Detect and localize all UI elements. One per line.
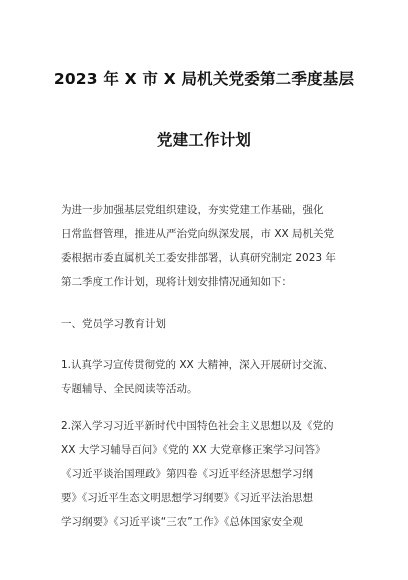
list-item-line: 专题辅导、全民阅读等活动。 — [61, 383, 198, 395]
list-item — [61, 414, 361, 534]
intro-line: 日常监督管理，推进从严治党向纵深发展，市 XX 局机关党 — [61, 228, 335, 240]
list-item-line: 要》《习近平生态文明思想学习纲要》《习近平法治思想 — [61, 492, 313, 504]
list-item-line: 1.认真学习宣传贯彻党的 XX 大精神，深入开展研讨交流、 — [61, 359, 334, 371]
section-heading — [61, 312, 361, 336]
list-item-line: 《习近平谈治国理政》第四卷《习近平经济思想学习纲 — [61, 468, 313, 480]
intro-line: 为进一步加强基层党组织建设，夯实党建工作基础，强化 — [61, 204, 324, 216]
document-title-line-2: 党建工作计划 — [156, 131, 252, 149]
list-item-line: XX 大学习辅导百问》《党的 XX 大党章修正案学习问答》 — [61, 444, 326, 456]
intro-line: 第二季度工作计划，现将计划安排情况通知如下： — [61, 276, 292, 288]
intro-line: 委根据市委直属机关工委安排部署，认真研究制定 2023 年 — [61, 252, 336, 264]
document-title-line-1: 2023 年 X 市 X 局机关党委第二季度基层 — [53, 70, 355, 88]
section-heading-text: 一、党员学习教育计划 — [61, 318, 166, 330]
list-item — [61, 353, 361, 401]
list-item-line: 学习纲要》《习近平谈“三农”工作》《总体国家安全观 — [61, 516, 303, 528]
list-item-line: 2.深入学习习近平新时代中国特色社会主义思想以及《党的 — [61, 420, 334, 432]
intro-paragraph — [61, 198, 361, 294]
